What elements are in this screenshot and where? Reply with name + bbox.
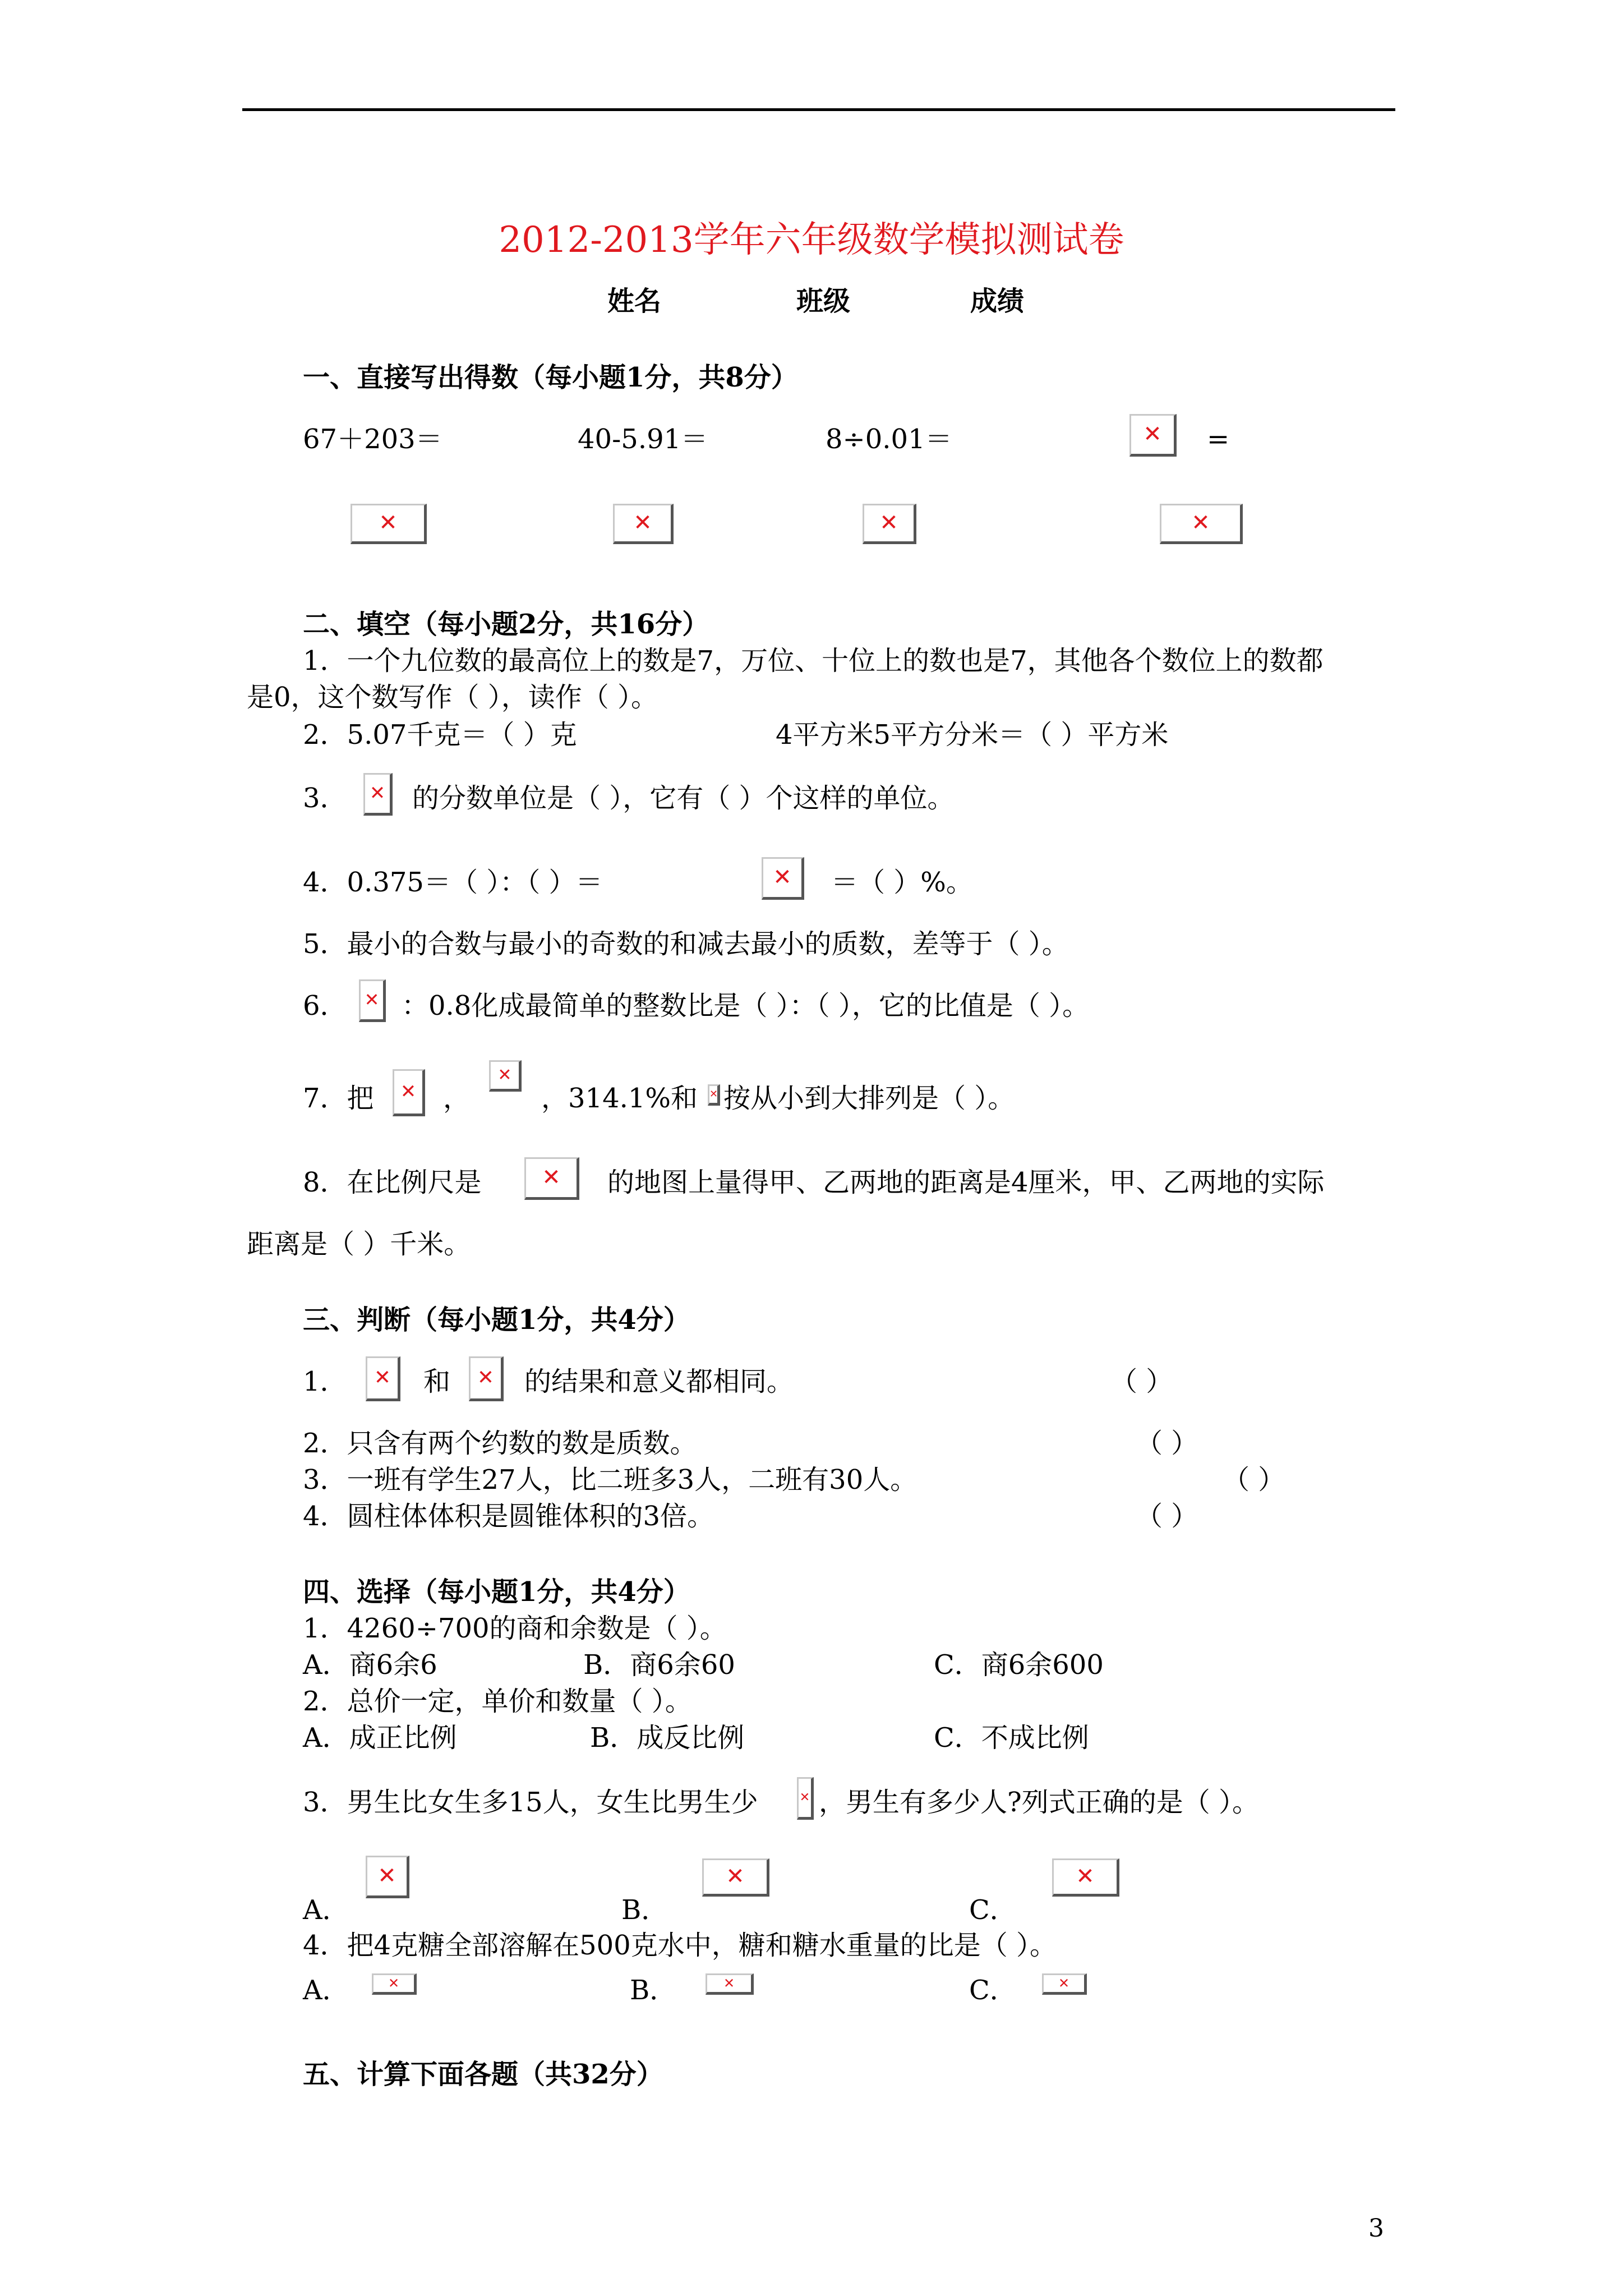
s4-q3-option-b: B． <box>621 1894 668 1926</box>
s3-q1-text: 的结果和意义都相同。 <box>524 1366 794 1397</box>
s4-q1: 1．4260÷700的商和余数是（ ）。 <box>303 1613 727 1644</box>
broken-image-icon: ✕ <box>363 773 393 816</box>
s4-q3-prefix: 3．男生比女生多15人，女生比男生少 <box>303 1787 758 1818</box>
s2-q3-number: 3． <box>303 783 347 814</box>
page-number: 3 <box>1368 2214 1384 2243</box>
broken-image-icon: ✕ <box>366 1356 400 1401</box>
section-5-heading: 五、计算下面各题（共32分） <box>303 2059 663 2090</box>
s4-q3-option-c: C． <box>969 1894 1017 1926</box>
s2-q2-part1: 2．5.07千克＝（ ）克 <box>303 719 577 751</box>
s1-item-4: = <box>1207 424 1230 455</box>
s2-q1-line1: 1．一个九位数的最高位上的数是7，万位、十位上的数也是7，其他各个数位上的数都 <box>303 645 1324 677</box>
s2-q8-suffix: 的地图上量得甲、乙两地的距离是4厘米，甲、乙两地的实际 <box>607 1167 1325 1198</box>
s3-q4: 4．圆柱体体积是圆锥体积的3倍。 <box>303 1501 714 1532</box>
s4-q1-option-c: C．商6余600 <box>934 1649 1104 1681</box>
s4-q2-option-c: C．不成比例 <box>934 1722 1089 1754</box>
s4-q2: 2．总价一定，单价和数量（ ）。 <box>303 1686 692 1717</box>
broken-image-icon: ✕ <box>613 504 674 544</box>
broken-image-icon: ✕ <box>393 1069 425 1116</box>
s4-q4: 4．把4克糖全部溶解在500克水中，糖和糖水重量的比是（ ）。 <box>303 1930 1057 1961</box>
s3-q1-and: 和 <box>423 1366 451 1397</box>
broken-image-icon: ✕ <box>359 979 386 1022</box>
s2-q1-line2: 是0，这个数写作（ ），读作（ ）。 <box>247 682 658 713</box>
s4-q1-option-a: A．商6余6 <box>303 1649 437 1681</box>
broken-image-icon: ✕ <box>1129 414 1177 457</box>
s3-q2: 2．只含有两个约数的数是质数。 <box>303 1428 697 1459</box>
broken-image-icon: ✕ <box>351 504 427 544</box>
s2-q3-text: 的分数单位是（ ），它有（ ）个这样的单位。 <box>412 783 955 814</box>
s3-q3: 3．一班有学生27人，比二班多3人，二班有30人。 <box>303 1464 917 1496</box>
broken-image-icon: ✕ <box>366 1856 409 1898</box>
s2-q6-text: ：0.8化成最简单的整数比是（ ）：（ ），它的比值是（ ）。 <box>402 990 1090 1022</box>
broken-image-icon: ✕ <box>708 1084 720 1106</box>
broken-image-icon: ✕ <box>1160 504 1243 544</box>
broken-image-icon: ✕ <box>762 857 804 900</box>
s3-q3-answer-box: （ ） <box>1223 1464 1285 1496</box>
s1-item-3: 8÷0.01＝ <box>826 424 952 455</box>
s1-item-2: 40-5.91＝ <box>578 424 708 455</box>
broken-image-icon: ✕ <box>469 1356 504 1401</box>
s4-q2-option-b: B．成反比例 <box>590 1722 745 1754</box>
section-2-heading: 二、填空（每小题2分，共16分） <box>303 609 709 640</box>
score-label: 成绩 <box>970 286 1025 317</box>
s2-q6-number: 6． <box>303 990 347 1022</box>
s3-q1-answer-box: （ ） <box>1110 1366 1173 1397</box>
s4-q1-option-b: B．商6余60 <box>583 1649 735 1681</box>
s3-q4-answer-box: （ ） <box>1136 1501 1198 1532</box>
header-rule <box>242 108 1395 111</box>
s2-q7-end: 按从小到大排列是（ ）。 <box>723 1083 1015 1114</box>
s4-q3-option-a: A． <box>303 1894 349 1926</box>
page-title: 2012-2013学年六年级数学模拟测试卷 <box>499 219 1124 261</box>
s2-q4-suffix: ＝（ ）%。 <box>831 867 973 898</box>
name-label: 姓名 <box>607 286 662 317</box>
broken-image-icon: ✕ <box>797 1777 814 1820</box>
s1-item-1: 67＋203＝ <box>303 424 442 455</box>
broken-image-icon: ✕ <box>524 1157 579 1200</box>
s4-q4-option-b: B． <box>630 1975 677 2006</box>
broken-image-icon: ✕ <box>706 1973 754 1995</box>
section-1-heading: 一、直接写出得数（每小题1分，共8分） <box>303 362 798 393</box>
section-4-heading: 四、选择（每小题1分，共4分） <box>303 1576 690 1608</box>
broken-image-icon: ✕ <box>1052 1858 1119 1897</box>
s2-q8-line2: 距离是（ ）千米。 <box>247 1228 471 1260</box>
s3-q1-number: 1． <box>303 1366 347 1397</box>
broken-image-icon: ✕ <box>489 1060 522 1092</box>
s4-q4-option-a: A． <box>303 1975 349 2006</box>
class-label: 班级 <box>796 286 851 317</box>
s2-q5: 5．最小的合数与最小的奇数的和减去最小的质数，差等于（ ）。 <box>303 928 1069 960</box>
s4-q4-option-c: C． <box>969 1975 1017 2006</box>
s2-q4-prefix: 4．0.375＝（ ）：（ ）＝ <box>303 867 603 898</box>
s2-q7-comma: ， <box>443 1083 471 1114</box>
s2-q7-number: 7．把 <box>303 1083 374 1114</box>
s2-q2-part2: 4平方米5平方分米＝（ ）平方米 <box>776 719 1169 751</box>
s3-q2-answer-box: （ ） <box>1136 1428 1198 1459</box>
s4-q2-option-a: A．成正比例 <box>303 1722 457 1754</box>
s2-q8-prefix: 8．在比例尺是 <box>303 1167 482 1198</box>
s2-q7-middle: ，314.1%和 <box>541 1083 698 1114</box>
broken-image-icon: ✕ <box>863 504 916 544</box>
s4-q3-suffix: ，男生有多少人?列式正确的是（ ）。 <box>819 1787 1259 1818</box>
broken-image-icon: ✕ <box>702 1858 769 1897</box>
section-3-heading: 三、判断（每小题1分，共4分） <box>303 1304 690 1336</box>
broken-image-icon: ✕ <box>372 1973 417 1995</box>
broken-image-icon: ✕ <box>1042 1973 1087 1995</box>
